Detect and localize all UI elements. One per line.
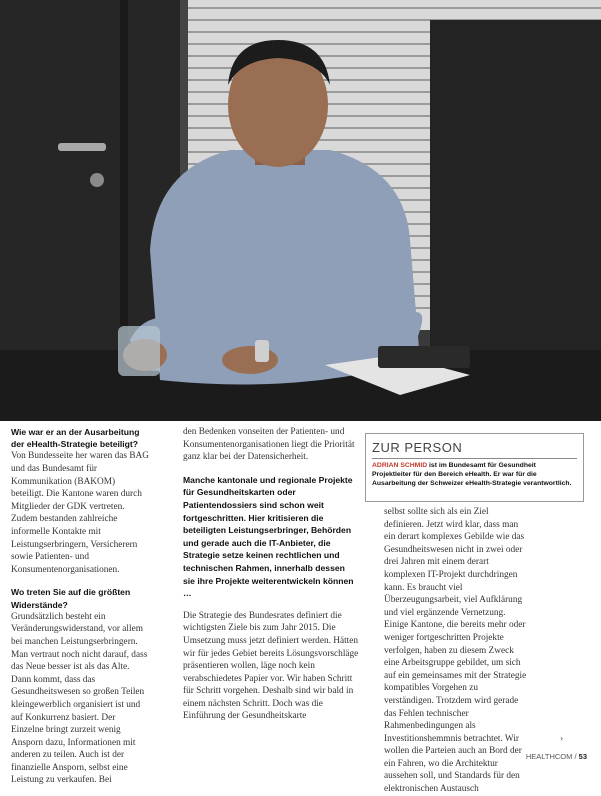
brand-name: HEALTHCOM [525,752,573,761]
text-column-2 [183,426,359,723]
person-description: ist im Bundesamt für Gesundheit Projektleiter für den Bereich eHealth. Er war für die Ausarbeitung der Schweizer eHealth-Strategie verantwortlich. [372,462,572,487]
footer-separator: / [572,752,579,761]
body-paragraph: Grundsätzlich besteht ein Veränderungswiderstand, vor allem bei manchen Leistungserbringern. Man vertraut noch nicht darauf, dass das Neue besser ist als das Alte. Dann kommt, dass das Gesundheitswesen so großen Teilen kleingewerblich organisiert ist und auf Konkurrenz basiert. Der Einzelne bringt zurzeit wenig Ansporn dazu, Informationen mit anderen zu teilen. Auch ist der finanzielle Ansporn, selbst eine Leistung zu verkaufen. Bei [11,611,148,786]
question-heading: Manche kantonale und regionale Projekte für Gesundheitskarten oder Patientendossiers sind schon weit fortgeschritten. Hier kritisieren die beteiligten Leistungserbringer, Behörden und gerade auch die IT-Anbieter, die Strategie setze keinen rechtlichen und technischen Rahmen, innerhalb dessen sie ihre Projekte weiterentwickeln können … [183,474,354,599]
page-footer [526,752,587,761]
body-paragraph: Von Bundesseite her waren das BAG und das Bundesamt für Kommunikation (BAKOM) beteiligt. Die Kantone waren durch Mitglieder der GDK vertreten. Zudem bestanden zahlreiche informelle Kontakte mit Leistungserbringern, Versicherern sowie Patienten- und Konsumentenorganisationen. [11,451,149,575]
question-heading: Wie war er an der Ausarbeitung der eHealth-Strategie beteiligt? [11,427,140,450]
continue-arrow-icon: › [560,734,564,743]
body-paragraph: selbst sollte sich als ein Ziel definieren. Jetzt wird klar, dass man ein derart komplexes Gebilde wie das Gesundheitswesen nicht in zwei oder drei Jahren mit einem derart komplexen IT-Projekt durchdringen kann. Es braucht viel Überzeugungsarbeit, viel Aufklärung und viel ergänzende Vernetzung. Einige Kantone, die bereits mehr oder weniger fortgeschritten Projekte verfolgen, haben zu diesem Zweck eine Arbeitsgruppe gebildet, um sich auf ein gemeinsames mit der Strategie kompatibles Vorgehen zu verständigen. Trotzdem wird gerade das Fehlen technischer Rahmenbedingungen als Investitionshemmnis betrachtet. Wir wollen die Parteien auch an Bord der ein Fahren, wo die Architektur aussehen soll, und Standards für den elektronischen Austausch [384,507,527,795]
body-paragraph: den Bedenken vonseiten der Patienten- und Konsumentenorganisationen liegt die Priorität ganz klar bei der Datensicherheit. [183,427,355,463]
box-title: ZUR PERSON [372,440,463,455]
person-name: ADRIAN SCHMID [372,462,428,469]
divider [372,458,577,459]
person-info-box [365,433,584,502]
question-heading: Wo treten Sie auf die größten Widerstände? [11,587,131,610]
page-number: 53 [578,752,587,761]
box-text [372,462,576,488]
body-paragraph: Die Strategie des Bundesrates definiert die wichtigsten Ziele bis zum Jahr 2015. Die Umsetzung muss jetzt definiert werden. Hätten wir für jedes Gebiet bereits Lösungsvorschläge präsentieren wollen, läge noch kein verabschiedetes Papier vor. Wir haben Schritt für Schritt vorgehen. Deshalb sind wir bald in einem nächsten Schritt. Doch was die Einführung der Gesundheitskarte [183,610,359,722]
text-column-1 [11,426,149,787]
text-column-3 [384,506,530,796]
